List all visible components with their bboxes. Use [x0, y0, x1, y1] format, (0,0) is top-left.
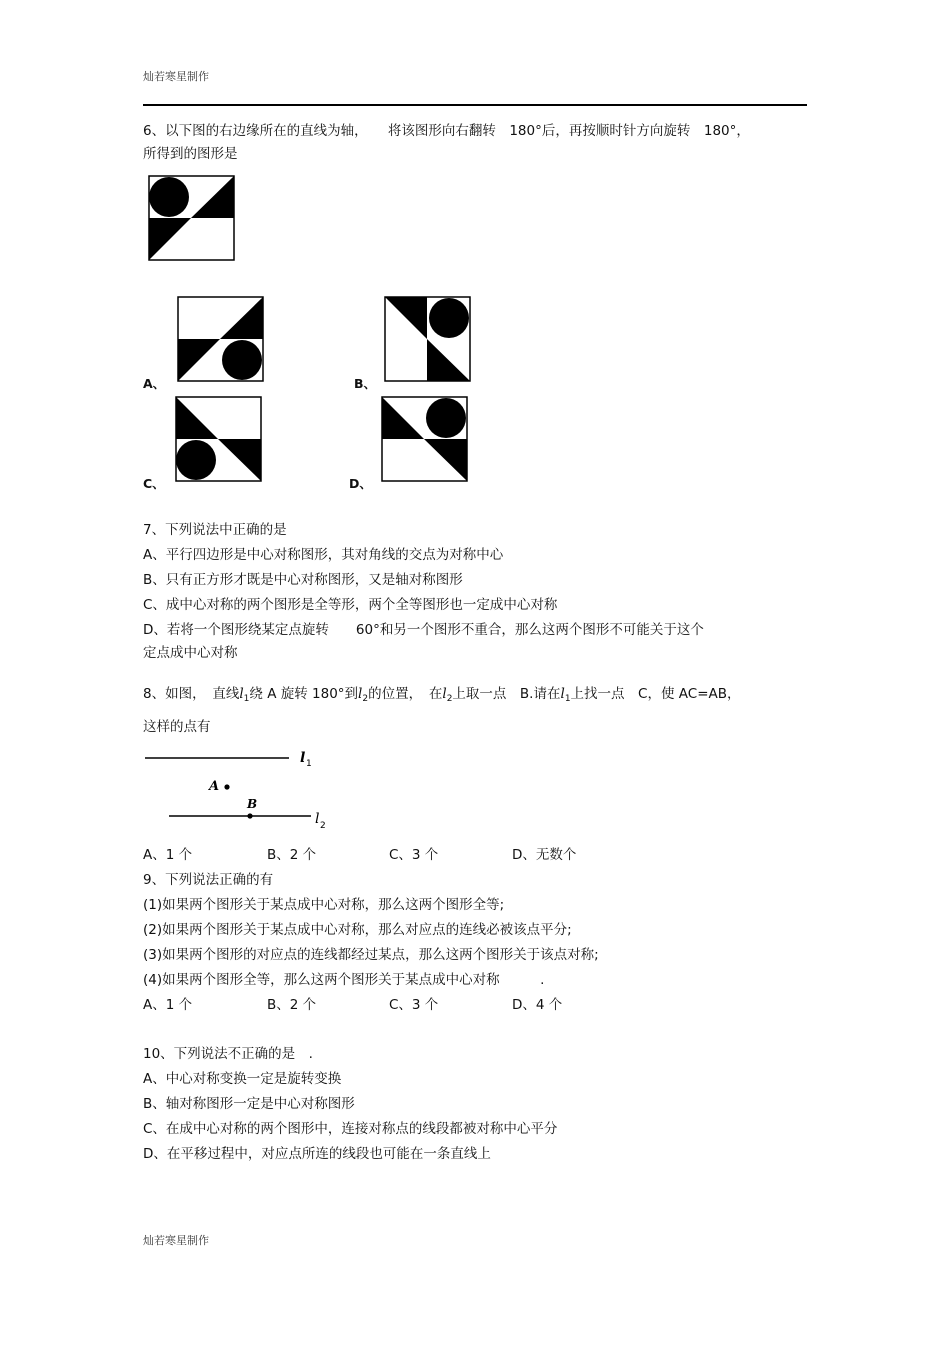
q9-statement-3: (3)如果两个图形的对应点的连线都经过某点，那么这两个图形关于该点对称; — [143, 947, 599, 963]
line-l2-figure-label: l — [315, 811, 320, 827]
q8-option-b[interactable]: B、2 个 — [267, 847, 317, 863]
q8-text-part5: 上找一点 C，使 AC=AB， — [570, 686, 741, 702]
point-a-label: A — [209, 779, 220, 794]
q9-stem: 9、下列说法正确的有 — [143, 872, 274, 888]
q8-text-part3: 的位置， 在 — [368, 686, 443, 702]
q6-option-a-label[interactable]: A、 — [143, 376, 166, 391]
q10-option-d[interactable]: D、在平移过程中，对应点所连的线段也可能在一条直线上 — [143, 1146, 491, 1162]
q8-option-c[interactable]: C、3 个 — [389, 847, 439, 863]
line-l1-symbol-second: l — [560, 686, 565, 702]
q8-figure — [143, 748, 343, 833]
line-l2-subscript-second: 2 — [446, 694, 453, 704]
q9-statement-1: (1)如果两个图形关于某点成中心对称，那么这两个图形全等; — [143, 897, 505, 913]
line-l2-figure-sub: 2 — [320, 821, 326, 831]
point-b-label: B — [247, 797, 258, 811]
q6-option-c-label[interactable]: C、 — [143, 476, 165, 491]
q7-option-b[interactable]: B、只有正方形才既是中心对称图形，又是轴对称图形 — [143, 572, 463, 588]
q8-option-d[interactable]: D、无数个 — [512, 847, 577, 863]
q9-statement-4: (4)如果两个图形全等，那么这两个图形关于某点成中心对称 . — [143, 972, 545, 988]
page-header: 灿若寒星制作 — [143, 70, 209, 83]
q9-option-d[interactable]: D、4 个 — [512, 997, 563, 1013]
line-l2-subscript: 2 — [362, 694, 369, 704]
q7-option-d-line2: 定点成中心对称 — [143, 645, 238, 661]
q8-option-a[interactable]: A、1 个 — [143, 847, 193, 863]
line-l1-figure-sub: 1 — [306, 759, 312, 769]
page-footer: 灿若寒星制作 — [143, 1234, 209, 1247]
q7-stem: 7、下列说法中正确的是 — [143, 522, 287, 538]
q9-option-c[interactable]: C、3 个 — [389, 997, 439, 1013]
line-l1-figure-label: l — [300, 750, 306, 766]
q10-option-b[interactable]: B、轴对称图形一定是中心对称图形 — [143, 1096, 355, 1112]
point-a — [224, 784, 229, 789]
q6-stem-line1: 6、以下图的右边缘所在的直线为轴， 将该图形向右翻转 180°后，再按顺时针方向旋转 180°， — [143, 123, 750, 139]
line-l2-symbol: l — [358, 686, 363, 702]
q9-option-a[interactable]: A、1 个 — [143, 997, 193, 1013]
line-l1-subscript: 1 — [243, 694, 250, 704]
q6-option-c-figure[interactable] — [175, 396, 262, 482]
line-l1-symbol: l — [239, 686, 244, 702]
q8-stem-line1 — [143, 685, 741, 705]
q6-option-d-label[interactable]: D、 — [349, 476, 372, 491]
q10-option-a[interactable]: A、中心对称变换一定是旋转变换 — [143, 1071, 342, 1087]
q6-option-b-figure[interactable] — [384, 296, 471, 382]
q10-stem: 10、下列说法不正确的是 . — [143, 1046, 313, 1062]
q9-option-b[interactable]: B、2 个 — [267, 997, 317, 1013]
q7-option-d-line1[interactable]: D、若将一个图形绕某定点旋转 60°和另一个图形不重合，那么这两个图形不可能关于这个 — [143, 622, 704, 638]
q10-option-c[interactable]: C、在成中心对称的两个图形中，连接对称点的线段都被对称中心平分 — [143, 1121, 558, 1137]
q9-statement-2: (2)如果两个图形关于某点成中心对称，那么对应点的连线必被该点平分; — [143, 922, 572, 938]
q8-text-part1: 8、如图， 直线 — [143, 686, 240, 702]
q6-original-figure — [148, 175, 235, 261]
q7-option-c[interactable]: C、成中心对称的两个图形是全等形，两个全等图形也一定成中心对称 — [143, 597, 558, 613]
q8-text-part4: 上取一点 B.请在 — [452, 686, 561, 702]
q6-option-a-figure[interactable] — [177, 296, 264, 382]
q7-option-a[interactable]: A、平行四边形是中心对称图形，其对角线的交点为对称中心 — [143, 547, 504, 563]
point-b — [247, 813, 252, 818]
header-rule — [143, 104, 807, 106]
q6-option-d-figure[interactable] — [381, 396, 468, 482]
q6-stem-line2: 所得到的图形是 — [143, 146, 238, 162]
q6-option-b-label[interactable]: B、 — [354, 376, 377, 391]
q8-stem-line2: 这样的点有 — [143, 719, 211, 735]
line-l2-symbol-second: l — [442, 686, 447, 702]
line-l1-subscript-second: 1 — [564, 694, 571, 704]
q8-text-part2: 绕 A 旋转 180°到 — [249, 686, 359, 702]
